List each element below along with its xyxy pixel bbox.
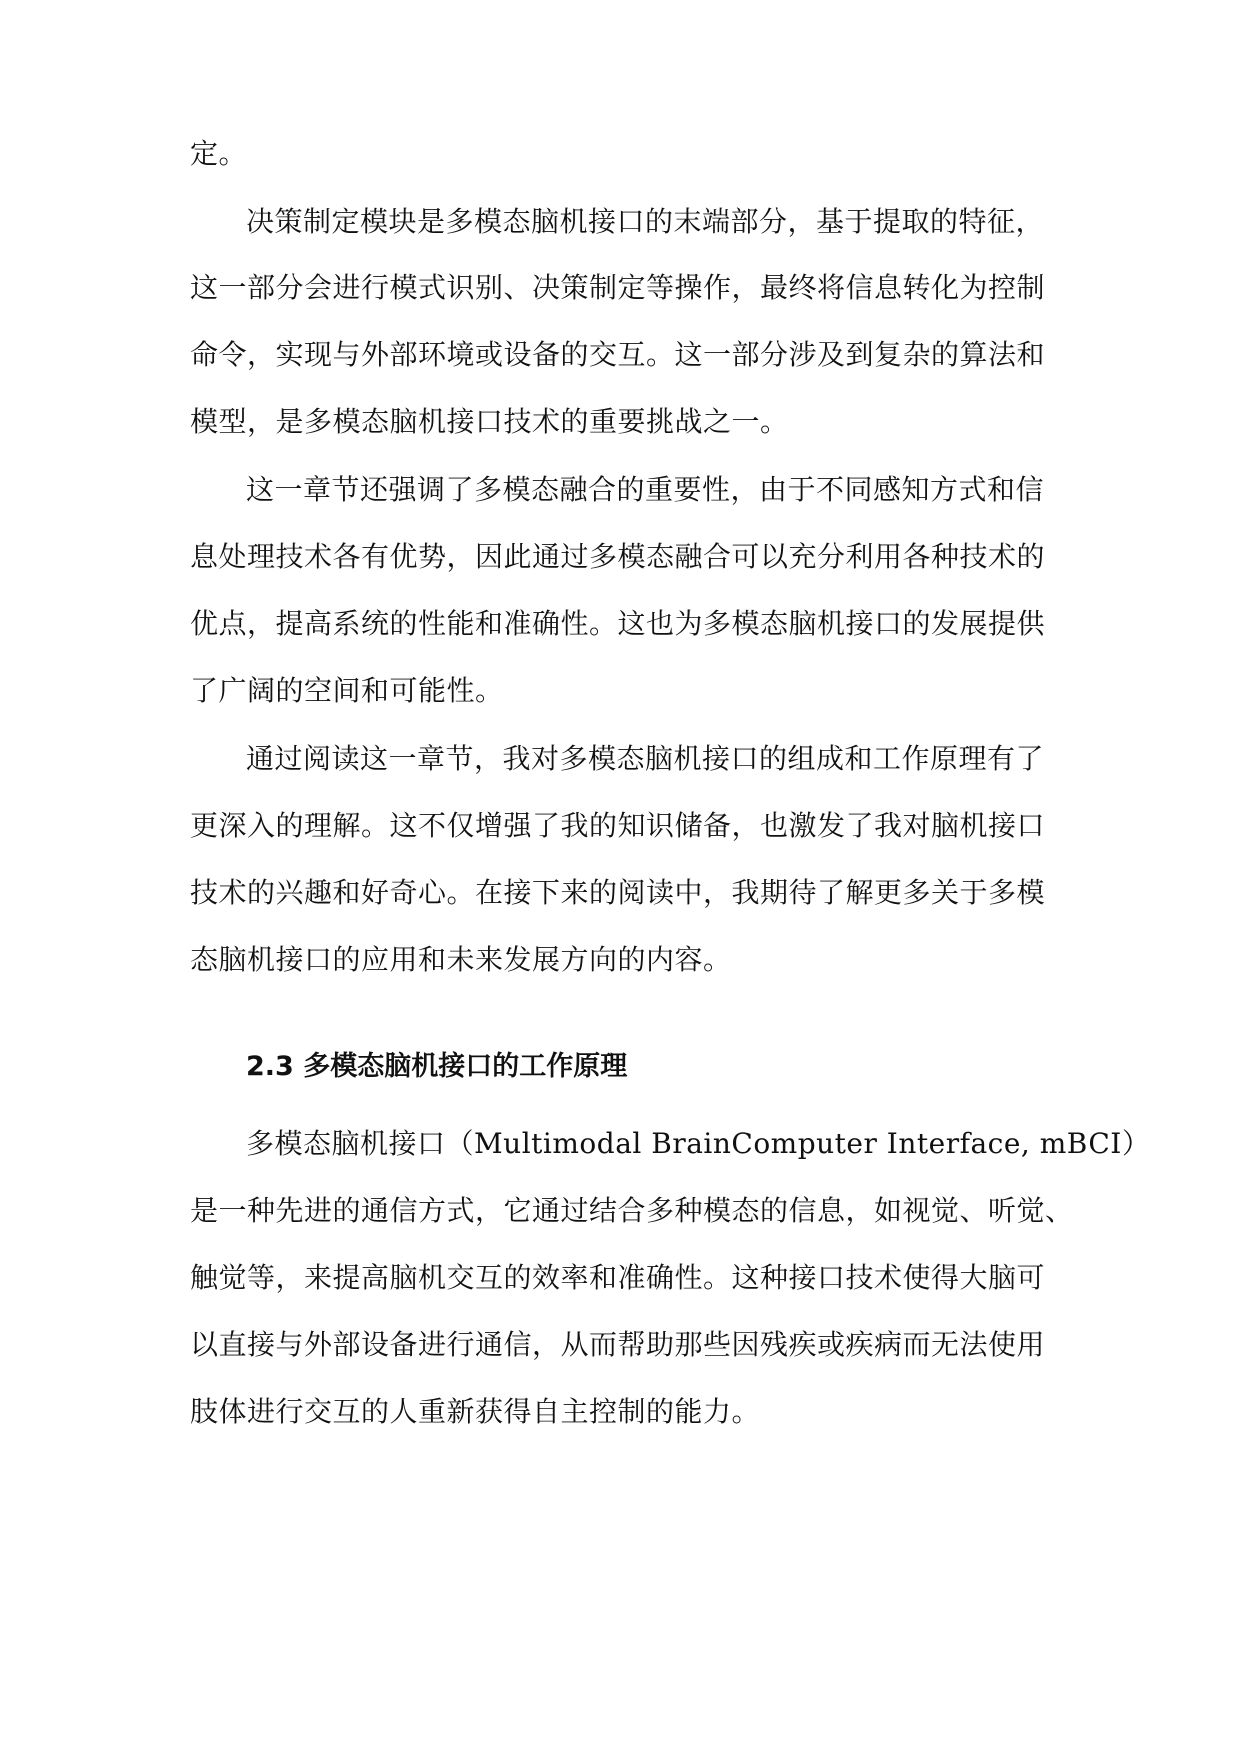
paragraph-line: 优点，提高系统的性能和准确性。这也为多模态脑机接口的发展提供 [190,607,1046,640]
paragraph-line: 模型，是多模态脑机接口技术的重要挑战之一。 [190,405,789,438]
paragraph-line: 更深入的理解。这不仅增强了我的知识储备，也激发了我对脑机接口 [190,809,1046,842]
paragraph-line: 触觉等，来提高脑机交互的效率和准确性。这种接口技术使得大脑可 [190,1261,1046,1294]
paragraph-line: 息处理技术各有优势，因此通过多模态融合可以充分利用各种技术的 [190,540,1046,573]
paragraph-line: 技术的兴趣和好奇心。在接下来的阅读中，我期待了解更多关于多模 [190,876,1046,909]
paragraph-line: 这一章节还强调了多模态融合的重要性，由于不同感知方式和信 [246,473,1045,506]
paragraph-line: 命令，实现与外部环境或设备的交互。这一部分涉及到复杂的算法和 [190,338,1046,371]
paragraph-line: 肢体进行交互的人重新获得自主控制的能力。 [190,1395,761,1428]
paragraph-line: 态脑机接口的应用和未来发展方向的内容。 [190,943,732,976]
paragraph-line: 是一种先进的通信方式，它通过结合多种模态的信息，如视觉、听觉、 [190,1194,1074,1227]
paragraph-line: 以直接与外部设备进行通信，从而帮助那些因残疾或疾病而无法使用 [190,1328,1046,1361]
paragraph-line: 这一部分会进行模式识别、决策制定等操作，最终将信息转化为控制 [190,271,1046,304]
paragraph-line: 多模态脑机接口（Multimodal BrainComputer Interface, mBCI） [246,1127,1151,1160]
paragraph-line: 定。 [190,137,248,170]
paragraph-line: 通过阅读这一章节，我对多模态脑机接口的组成和工作原理有了 [246,742,1045,775]
paragraph-line: 了广阔的空间和可能性。 [190,674,504,707]
section-heading: 2.3 多模态脑机接口的工作原理 [246,1051,628,1082]
paragraph-line: 决策制定模块是多模态脑机接口的末端部分，基于提取的特征， [246,205,1045,238]
